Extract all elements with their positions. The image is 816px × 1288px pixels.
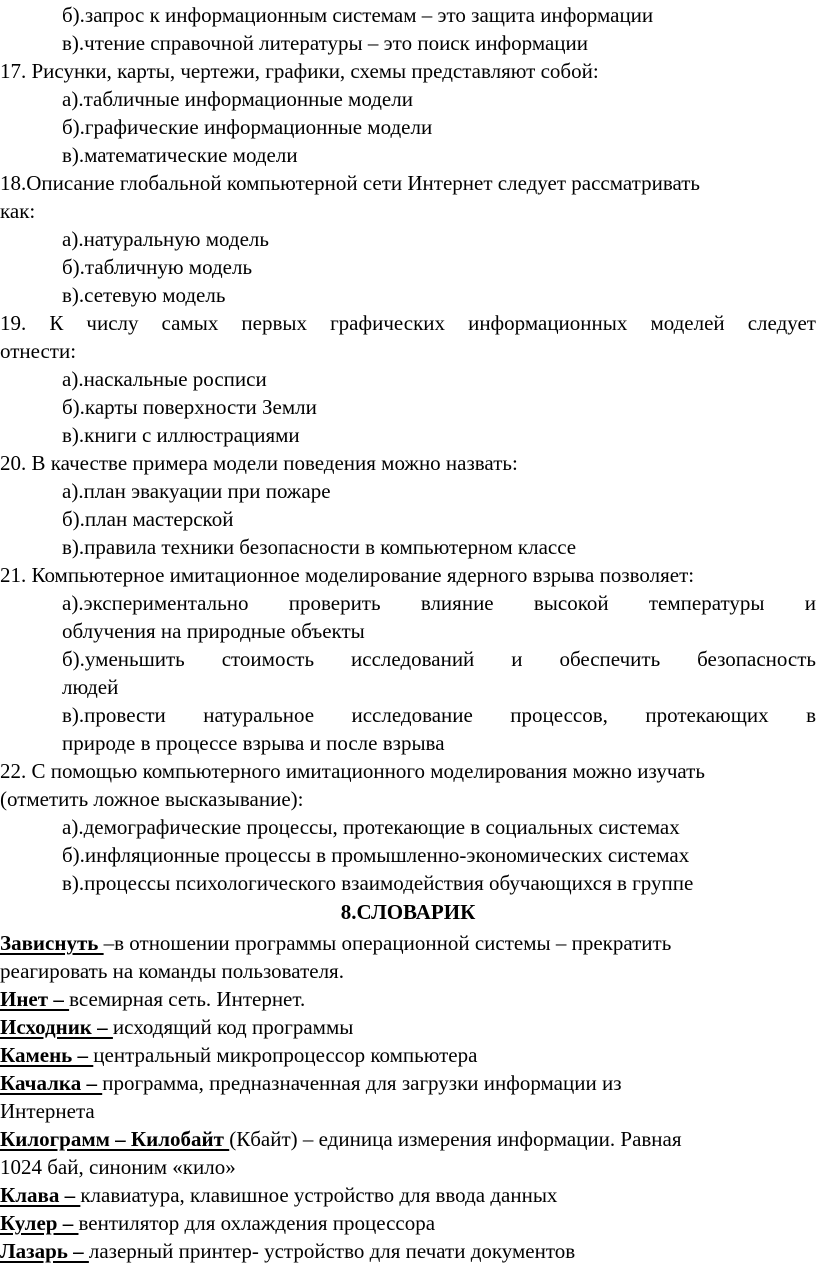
quiz-option-line: в).провести натуральное исследование процессов, протекающих в [62,703,816,727]
quiz-option-line: в).процессы психологического взаимодействия обучающихся в группе [62,871,694,895]
quiz-option-line: облучения на природные объекты [62,619,365,643]
quiz-option-line: людей [62,675,119,699]
glossary-definition: центральный микропроцессор компьютера [93,1043,478,1067]
quiz-option-line: а).табличные информационные модели [62,87,413,111]
quiz-question-line: как: [0,199,36,223]
quiz-option-line: а).план эвакуации при пожаре [62,479,331,503]
quiz-question-line: 21. Компьютерное имитационное моделирование ядерного взрыва позволяет: [0,563,695,587]
glossary-definition-continuation: Интернета [0,1099,95,1123]
glossary-entry [0,1069,622,1097]
glossary-definition: –в отношении программы операционной системы – прекратить [103,931,672,955]
quiz-question-line: 18.Описание глобальной компьютерной сети Интернет следует рассматривать [0,171,700,195]
quiz-option-line: б).запрос к информационным системам – это защита информации [62,3,654,27]
glossary-term: Килограмм – Килобайт [0,1127,230,1151]
quiz-option-line: б).табличную модель [62,255,253,279]
quiz-question-line: (отметить ложное высказывание): [0,787,304,811]
glossary-definition: (Кбайт) – единица измерения информации. Равная [229,1127,682,1151]
quiz-question-line: отнести: [0,339,77,363]
glossary-definition-continuation: 1024 бай, синоним «кило» [0,1155,236,1179]
quiz-question-line: 19. К числу самых первых графических информационных моделей следует [0,311,816,335]
glossary-entry [0,1041,477,1069]
glossary-entry [0,1013,353,1041]
glossary-entry [0,1125,682,1153]
glossary-definition: лазерный принтер- устройство для печати документов [88,1239,576,1263]
quiz-option-line: в).книги с иллюстрациями [62,423,300,447]
quiz-option-line: а).демографические процессы, протекающие в социальных системах [62,815,680,839]
glossary-entry [0,929,671,957]
quiz-option-line: в).правила техники безопасности в компьютерном классе [62,535,577,559]
quiz-option-line: б).карты поверхности Земли [62,395,317,419]
glossary-term: Исходник – [0,1015,113,1039]
glossary-heading: 8.СЛОВАРИК [340,900,476,924]
glossary-entry [0,1181,557,1209]
glossary-definition: клавиатура, клавишное устройство для ввода данных [80,1183,558,1207]
quiz-option-line: б).графические информационные модели [62,115,433,139]
quiz-option-line: а).натуральную модель [62,227,269,251]
quiz-option-line: б).уменьшить стоимость исследований и обеспечить безопасность [62,647,816,671]
glossary-term: Зависнуть [0,931,104,955]
quiz-option-line: природе в процессе взрыва и после взрыва [62,731,445,755]
quiz-question-line: 17. Рисунки, карты, чертежи, графики, схемы представляют собой: [0,59,599,83]
quiz-option-line: б).инфляционные процессы в промышленно-экономических системах [62,843,690,867]
glossary-definition: исходящий код программы [112,1015,354,1039]
glossary-definition: всемирная сеть. Интернет. [69,987,306,1011]
glossary-term: Клава – [0,1183,81,1207]
quiz-question-line: 20. В качестве примера модели поведения можно назвать: [0,451,518,475]
quiz-option-line: в).сетевую модель [62,283,226,307]
glossary-definition: программа, предназначенная для загрузки информации из [102,1071,622,1095]
glossary-entry [0,985,305,1013]
glossary-term: Кулер – [0,1211,79,1235]
glossary-term: Качалка – [0,1071,103,1095]
quiz-option-line: а).наскальные росписи [62,367,267,391]
glossary-term: Лазарь – [0,1239,89,1263]
quiz-option-line: в).математические модели [62,143,298,167]
quiz-option-line: в).чтение справочной литературы – это поиск информации [62,31,589,55]
quiz-option-line: б).план мастерской [62,507,234,531]
glossary-definition-continuation: реагировать на команды пользователя. [0,959,344,983]
glossary-term: Камень – [0,1043,94,1067]
glossary-entry [0,1209,435,1237]
quiz-question-line: 22. С помощью компьютерного имитационного моделирования можно изучать [0,759,705,783]
quiz-option-line: а).экспериментально проверить влияние высокой температуры и [62,591,816,615]
glossary-entry [0,1237,575,1265]
glossary-definition: вентилятор для охлаждения процессора [78,1211,436,1235]
glossary-term: Инет – [0,987,70,1011]
